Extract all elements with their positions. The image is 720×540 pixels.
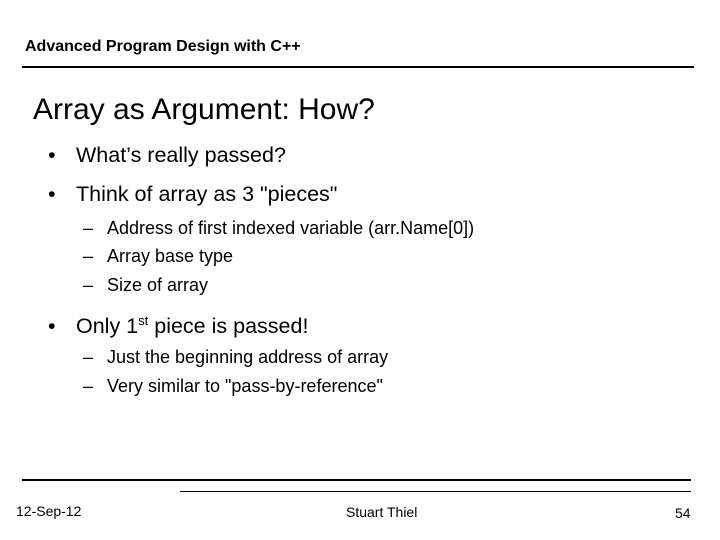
bullet-dot: • <box>48 143 56 167</box>
sub-bullet-dash: – <box>83 275 94 295</box>
sub-bullet-item <box>83 275 208 296</box>
footer-divider-secondary <box>180 491 691 492</box>
sub-bullet-item <box>83 218 474 239</box>
footer-date: 12-Sep-12 <box>16 503 82 519</box>
sub-bullet-text: Array base type <box>107 246 234 266</box>
bullet-text: piece is passed! <box>148 314 309 338</box>
bullet-text: Only 1 <box>76 314 139 338</box>
sub-bullet-text: Address of first indexed variable (arr.Name[0]) <box>107 218 475 238</box>
superscript: st <box>138 313 149 328</box>
bullet-dot: • <box>48 182 56 206</box>
sub-bullet-item <box>83 376 383 397</box>
slide-title: Array as Argument: How? <box>33 93 375 126</box>
sub-bullet-dash: – <box>83 246 94 266</box>
header-divider <box>22 66 694 68</box>
footer-author: Stuart Thiel <box>346 504 418 520</box>
slide-header: Advanced Program Design with C++ <box>25 38 301 55</box>
page-number: 54 <box>675 505 691 521</box>
sub-bullet-text: Just the beginning address of array <box>107 347 389 367</box>
bullet-text: Think of array as 3 "pieces" <box>76 182 338 206</box>
sub-bullet-item <box>83 347 388 368</box>
bullet-item <box>48 143 286 168</box>
sub-bullet-text: Very similar to "pass-by-reference" <box>107 376 383 396</box>
sub-bullet-text: Size of array <box>107 275 209 295</box>
sub-bullet-dash: – <box>83 347 94 367</box>
bullet-item <box>48 182 337 207</box>
sub-bullet-dash: – <box>83 376 94 396</box>
footer-divider <box>22 479 691 481</box>
sub-bullet-dash: – <box>83 218 94 238</box>
bullet-item <box>48 314 308 339</box>
bullet-dot: • <box>48 314 56 338</box>
bullet-text: What’s really passed? <box>76 143 286 167</box>
sub-bullet-item <box>83 246 233 267</box>
